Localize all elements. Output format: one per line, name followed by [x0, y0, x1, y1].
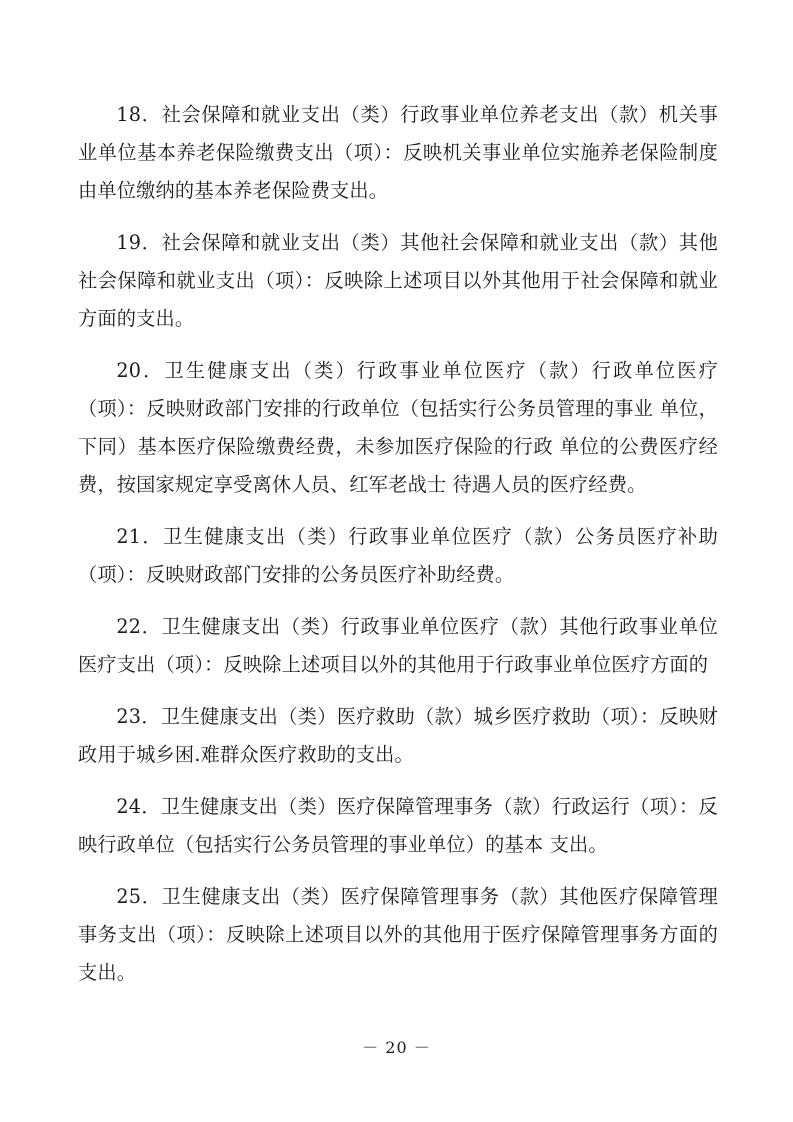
paragraph: 23．卫生健康支出（类）医疗救助（款）城乡医疗救助（项）：反映财政用于城乡困.难群众医疗救助的支出。: [78, 705, 718, 766]
document-body: [78, 96, 718, 1006]
paragraph: 25．卫生健康支出（类）医疗保障管理事务（款）其他医疗保障管理事务支出（项）：反映除上述项目以外的其他用于医疗保障管理事务方面的支出。: [78, 885, 718, 984]
paragraph: 24．卫生健康支出（类）医疗保障管理事务（款）行政运行（项）：反映行政单位（包括实行公务员管理的事业单位）的基本 支出。: [78, 795, 718, 856]
paragraph: 20．卫生健康支出（类）行政事业单位医疗（款）行政单位医疗（项）：反映财政部门安排的行政单位（包括实行公务员管理的事业 单位，下同）基本医疗保险缴费经费，未参加医疗保险的行政 单位的公费医疗经费，按国家规定享受离休人员、红军老战士 待遇人员的医疗经费。: [78, 359, 718, 496]
paragraph: 18．社会保障和就业支出（类）行政事业单位养老支出（款）机关事业单位基本养老保险缴费支出（项）：反映机关事业单位实施养老保险制度由单位缴纳的基本养老保险费支出。: [78, 103, 718, 202]
page-number: － 20 －: [362, 1038, 431, 1057]
paragraph: 22．卫生健康支出（类）行政事业单位医疗（款）其他行政事业单位医疗支出（项）：反映除上述项目以外的其他用于行政事业单位医疗方面的: [78, 615, 718, 676]
paragraph: 21．卫生健康支出（类）行政事业单位医疗（款）公务员医疗补助（项）：反映财政部门安排的公务员医疗补助经费。: [78, 525, 718, 586]
paragraph: 19．社会保障和就业支出（类）其他社会保障和就业支出（款）其他社会保障和就业支出（项）：反映除上述项目以外其他用于社会保障和就业方面的支出。: [78, 231, 718, 330]
